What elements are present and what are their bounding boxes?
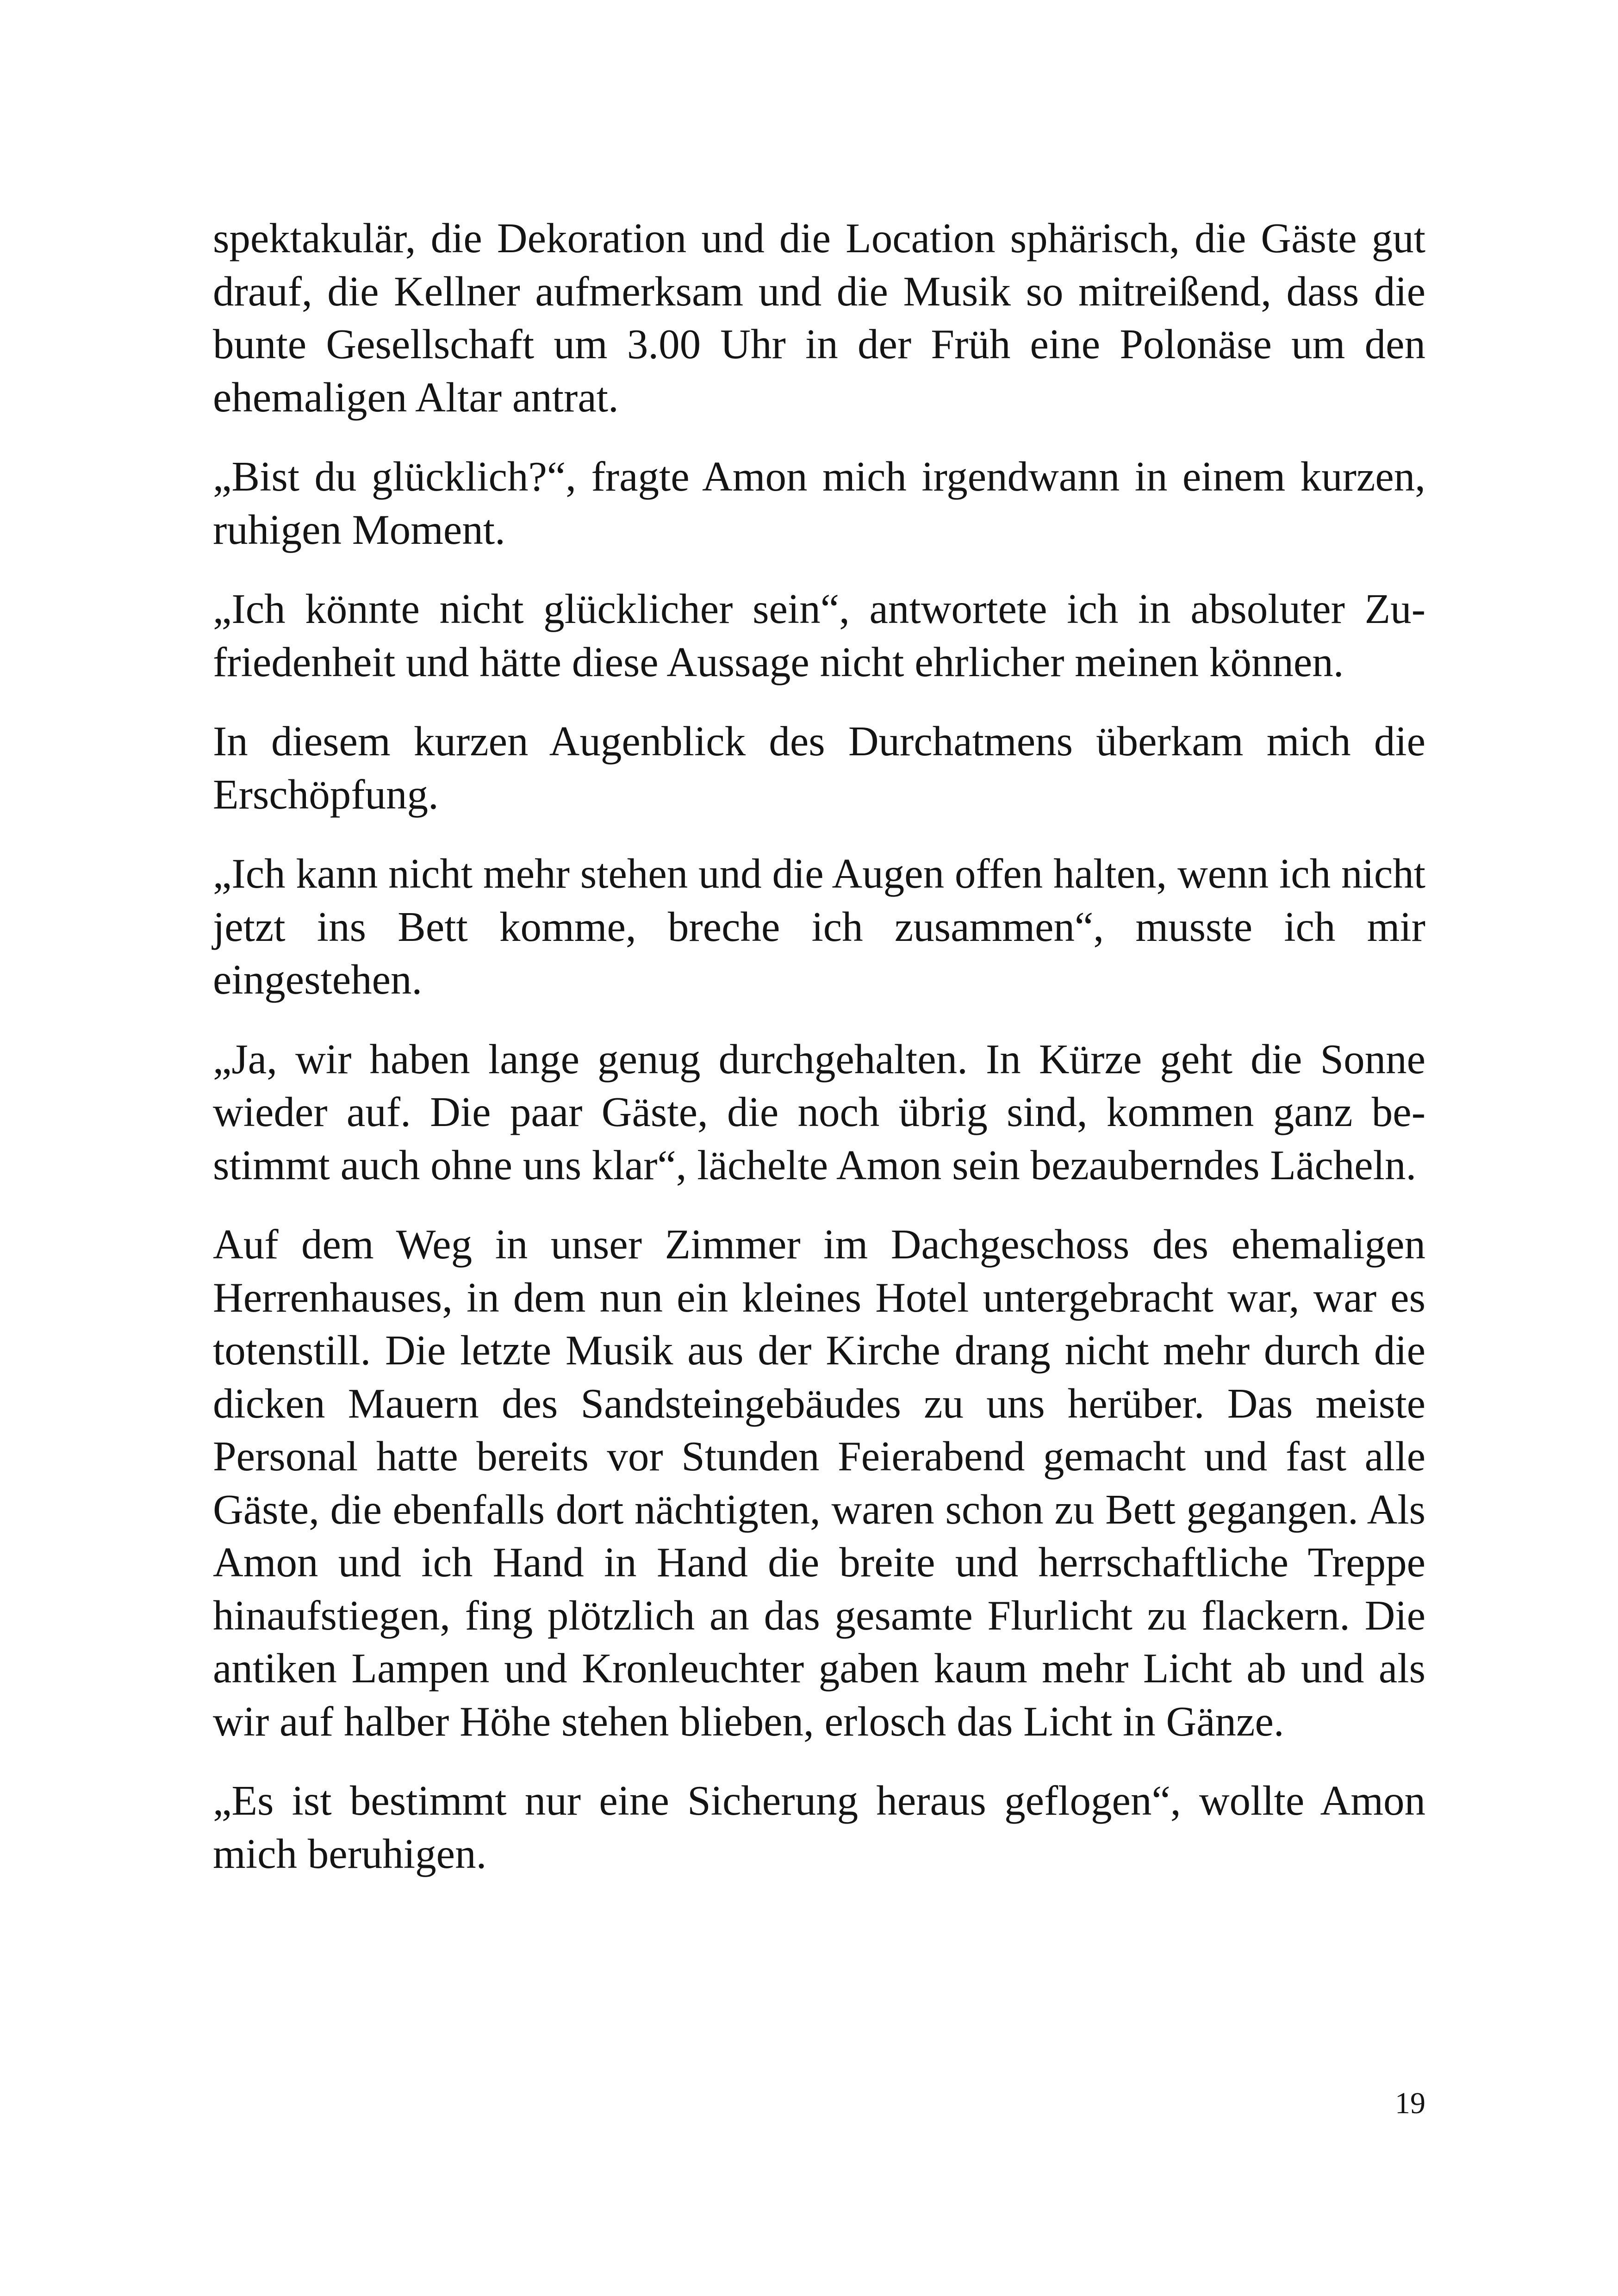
- paragraph-3: „Ich könnte nicht glücklicher sein“, antwortete ich in absoluter Zufriedenheit und hätte diese Aussage nicht ehrlicher meinen können.: [213, 585, 1425, 685]
- paragraph-2: „Bist du glücklich?“, fragte Amon mich irgendwann in einem kurzen, ruhigen Moment.: [213, 453, 1425, 553]
- paragraph-5: „Ich kann nicht mehr stehen und die Augen offen halten, wenn ich nicht jetzt ins Bett komme, breche ich zusammen“, musste ich mir eingestehen.: [213, 850, 1425, 1003]
- page-number: 19: [1395, 2086, 1425, 2120]
- body-text: [213, 212, 1425, 1880]
- paragraph-8: „Es ist bestimmt nur eine Sicherung heraus geflogen“, wollte Amon mich beruhigen.: [213, 1777, 1425, 1877]
- paragraph-7: Auf dem Weg in unser Zimmer im Dachgeschoss des ehemaligen Herrenhauses, in dem nun ein kleines Hotel untergebracht war, war es totenstill. Die letzte Musik aus der Kirche drang nicht mehr durch die dicken Mauern des Sandsteingebäudes zu uns herüber. Das meiste Personal hatte bereits vor Stunden Feierabend gemacht und fast alle Gäste, die ebenfalls dort nächtigten, waren schon zu Bett gegangen. Als Amon und ich Hand in Hand die breite und herrschaftliche Treppe hinaufstiegen, fing plötzlich an das gesamte Flurlicht zu flackern. Die antiken Lampen und Kronleuchter gaben kaum mehr Licht ab und als wir auf halber Höhe stehen blieben, erlosch das Licht in Gänze.: [213, 1221, 1425, 1745]
- paragraph-1: spektakulär, die Dekoration und die Location sphärisch, die Gäste gut drauf, die Kellner aufmerksam und die Musik so mitreißend, dass die bunte Gesellschaft um 3.00 Uhr in der Früh eine Polonäse um den ehemaligen Altar antrat.: [213, 215, 1425, 421]
- paragraph-6: „Ja, wir haben lange genug durchgehalten. In Kürze geht die Sonne wieder auf. Die paar Gäste, die noch übrig sind, kommen ganz bestimmt auch ohne uns klar“, lächelte Amon sein bezauberndes Lächeln.: [213, 1035, 1425, 1188]
- paragraph-4: In diesem kurzen Augenblick des Durchatmens überkam mich die Erschöpfung.: [213, 718, 1425, 818]
